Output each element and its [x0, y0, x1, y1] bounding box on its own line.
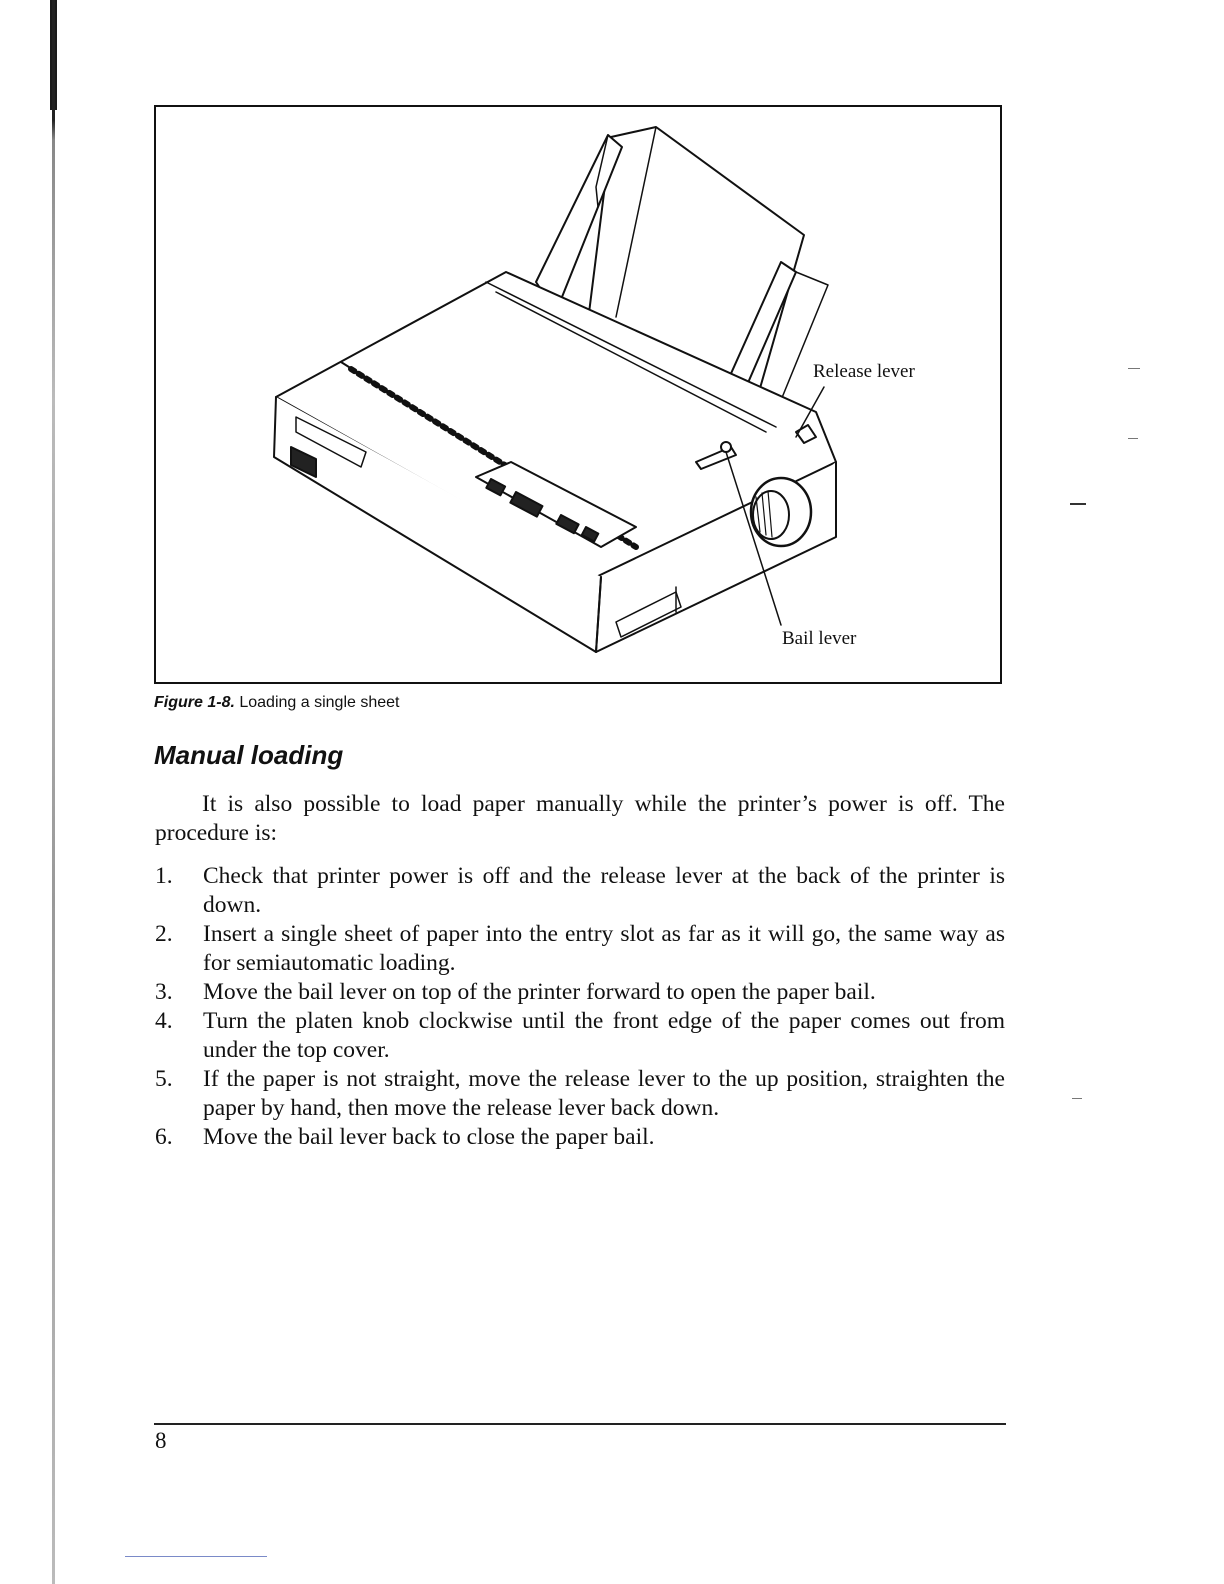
section-heading: Manual loading: [154, 740, 344, 770]
intro-paragraph: It is also possible to load paper manually while the printer’s power is off. The procedure is:: [155, 791, 1005, 846]
margin-mark: [1128, 368, 1140, 369]
margin-mark: [1072, 1098, 1082, 1099]
margin-mark: [1128, 438, 1138, 439]
bail-lever-callout: Bail lever: [782, 628, 857, 649]
release-lever-callout: Release lever: [813, 361, 915, 382]
step-text: Turn the platen knob clockwise until the front edge of the paper comes out from under the top cover.: [203, 1008, 1005, 1063]
printer-illustration: [156, 107, 1002, 684]
list-item: [155, 1123, 1005, 1152]
step-number: 4.: [155, 1008, 173, 1034]
margin-mark: [1070, 503, 1086, 505]
step-text: Check that printer power is off and the release lever at the back of the printer is down.: [203, 863, 1005, 918]
figure-frame: [154, 105, 1002, 684]
step-text: Move the bail lever on top of the printer forward to open the paper bail.: [203, 979, 876, 1005]
step-number: 5.: [155, 1066, 173, 1092]
step-number: 1.: [155, 863, 173, 889]
step-number: 6.: [155, 1124, 173, 1150]
figure-caption-text: Loading a single sheet: [234, 694, 400, 711]
figure-caption-label: Figure 1-8.: [154, 694, 235, 711]
page-number: 8: [155, 1428, 167, 1453]
list-item: [155, 1065, 1005, 1123]
list-item: [155, 1007, 1005, 1065]
list-item: [155, 920, 1005, 978]
step-number: 2.: [155, 921, 173, 947]
scan-shadow-edge: [52, 0, 55, 1584]
figure-caption: [154, 694, 399, 712]
list-item: [155, 862, 1005, 920]
footer-rule: [154, 1423, 1006, 1425]
step-text: If the paper is not straight, move the release lever to the up position, straighten the paper by hand, then move the release lever back down.: [203, 1066, 1005, 1121]
bottom-mark: [125, 1556, 267, 1557]
list-item: [155, 978, 1005, 1007]
procedure-list: [155, 862, 1005, 1152]
step-text: Move the bail lever back to close the paper bail.: [203, 1124, 655, 1150]
step-text: Insert a single sheet of paper into the entry slot as far as it will go, the same way as for semiautomatic loading.: [203, 921, 1005, 976]
step-number: 3.: [155, 979, 173, 1005]
